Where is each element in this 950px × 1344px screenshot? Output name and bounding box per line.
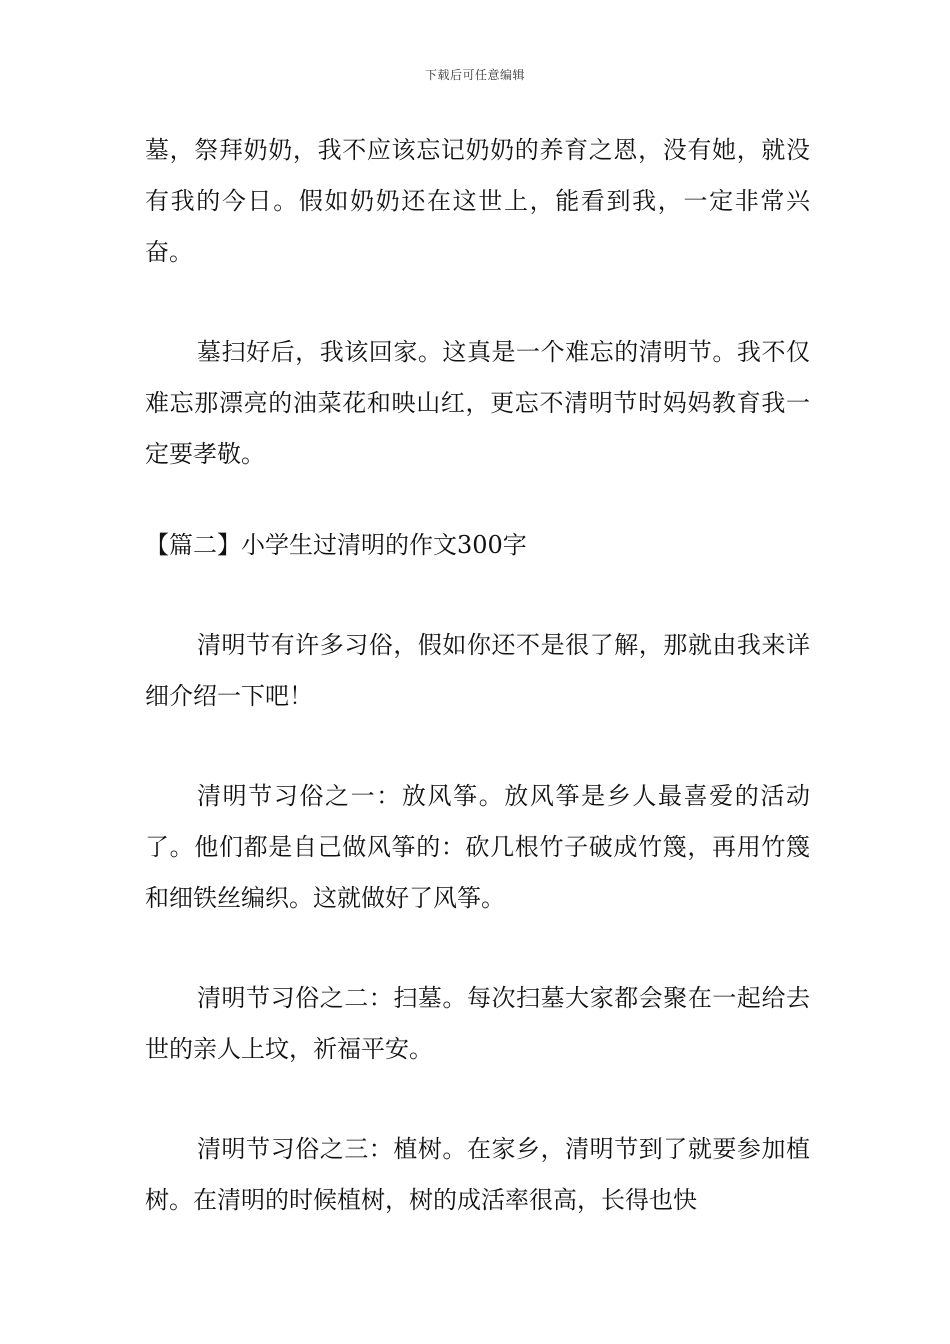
paragraph-custom-tomb-sweeping: 清明节习俗之二：扫墓。每次扫墓大家都会聚在一起给去世的亲人上坟，祈福平安。 [145,984,810,1063]
paragraph-custom-tree-planting: 清明节习俗之三：植树。在家乡，清明节到了就要参加植树。在清明的时候植树，树的成活率很高，长得也快 [145,1135,810,1214]
paragraph-intro: 清明节有许多习俗，假如你还不是很了解，那就由我来详细介绍一下吧！ [145,631,810,710]
paragraph-gap [145,278,810,327]
document-body [145,125,810,1226]
page-header-note: 下载后可任意编辑 [424,68,525,82]
paragraph-gap [145,722,810,771]
paragraph-continuation: 墓，祭拜奶奶，我不应该忘记奶奶的养育之恩，没有她，就没有我的今日。假如奶奶还在这世上，能看到我，一定非常兴奋。 [145,136,810,266]
paragraph-custom-kite: 清明节习俗之一：放风筝。放风筝是乡人最喜爱的活动了。他们都是自己做风筝的：砍几根竹子破成竹篾，再用竹篾和细铁丝编织。这就做好了风筝。 [145,782,810,912]
section-heading: 【篇二】小学生过清明的作文300字 [145,531,527,559]
paragraph-gap [145,924,810,973]
paragraph-return-home: 墓扫好后，我该回家。这真是一个难忘的清明节。我不仅难忘那漂亮的油菜花和映山红，更忘不清明节时妈妈教育我一定要孝敬。 [145,338,810,468]
paragraph-gap [145,571,810,620]
paragraph-gap [145,1075,810,1124]
paragraph-gap [145,480,810,520]
